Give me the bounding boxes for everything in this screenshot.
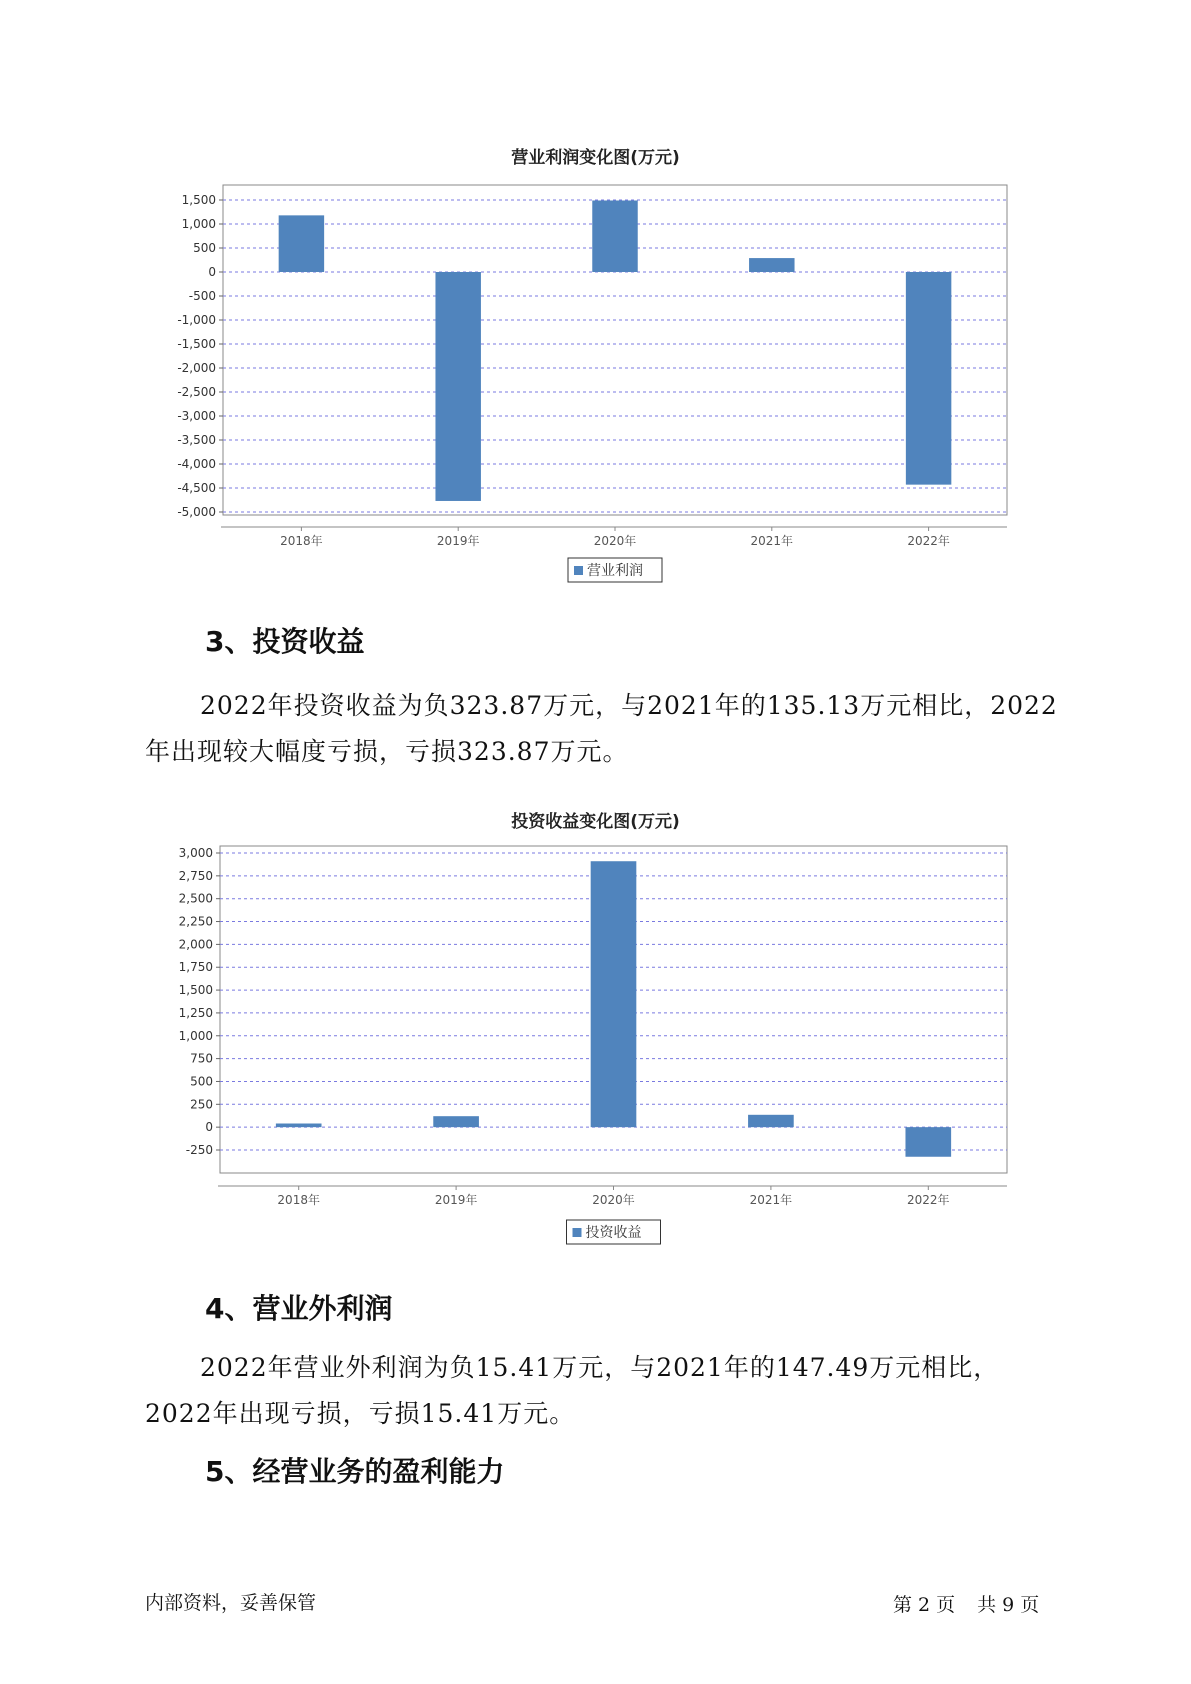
legend-label: 营业利润 <box>587 563 643 579</box>
x-tick-label: 2019年 <box>434 1193 478 1207</box>
y-tick-label: -250 <box>185 1143 213 1157</box>
y-tick-label: 0 <box>205 1120 213 1135</box>
legend-label: 投资收益 <box>585 1225 642 1241</box>
y-tick-label: 1,500 <box>181 193 216 207</box>
y-tick-label: -5,000 <box>177 505 216 519</box>
y-tick-label: -4,500 <box>177 481 216 495</box>
x-tick-label: 2022年 <box>907 534 950 548</box>
y-tick-label: 1,000 <box>178 1028 213 1043</box>
bar-2018年 <box>279 215 324 272</box>
y-tick-label: 250 <box>190 1097 213 1112</box>
bar-2018年 <box>276 1123 322 1127</box>
y-tick-label: -1,500 <box>177 337 216 351</box>
x-tick-label: 2018年 <box>277 1193 320 1207</box>
section5-heading: 5、经营业务的盈利能力 <box>205 1455 505 1488</box>
x-tick-label: 2022年 <box>907 1193 950 1207</box>
bar-2022年 <box>906 272 951 485</box>
y-tick-label: -3,000 <box>177 409 216 423</box>
bar-2020年 <box>591 861 637 1127</box>
section4-paragraph: 2022年营业外利润为负15.41万元，与2021年的147.49万元相比，2022年出现亏损，亏损15.41万元。 <box>145 1353 1000 1428</box>
x-tick-label: 2019年 <box>436 534 480 548</box>
x-tick-label: 2021年 <box>750 534 794 548</box>
legend-swatch <box>573 1228 582 1237</box>
bar-2021年 <box>748 1115 794 1127</box>
legend-swatch <box>574 566 583 575</box>
x-tick-label: 2020年 <box>593 534 637 548</box>
y-tick-label: -2,500 <box>177 385 216 399</box>
x-tick-label: 2018年 <box>280 534 323 548</box>
page-mid: 页 <box>936 1594 956 1616</box>
y-tick-label: 2,250 <box>178 914 213 929</box>
section3-paragraph: 2022年投资收益为负323.87万元，与2021年的135.13万元相比，2022年出现较大幅度亏损，亏损323.87万元。 <box>145 691 1058 766</box>
bar-2021年 <box>749 258 794 272</box>
y-tick-label: -2,000 <box>177 361 216 375</box>
y-tick-label: 2,500 <box>178 891 213 906</box>
chart1-title: 营业利润变化图(万元) <box>511 148 680 168</box>
footer-page-indicator <box>893 1590 1045 1617</box>
y-tick-label: 1,250 <box>178 1005 213 1020</box>
y-tick-label: -500 <box>188 289 216 303</box>
page-prefix: 第 <box>893 1594 913 1616</box>
y-tick-label: -3,500 <box>177 433 216 447</box>
section3-heading: 3、投资收益 <box>205 625 365 658</box>
bar-2019年 <box>435 272 480 501</box>
investment-income-chart <box>0 838 1191 1258</box>
y-tick-label: 1,500 <box>178 983 213 998</box>
bar-2020年 <box>592 200 637 272</box>
page-number: 2 <box>918 1594 931 1616</box>
y-tick-label: 750 <box>190 1051 213 1066</box>
total-prefix: 共 <box>977 1594 997 1616</box>
y-tick-label: -1,000 <box>177 313 216 327</box>
y-tick-label: 3,000 <box>178 846 213 860</box>
y-tick-label: 0 <box>208 265 216 279</box>
chart2-title: 投资收益变化图(万元) <box>511 812 680 832</box>
y-tick-label: 1,000 <box>181 217 216 231</box>
section4-heading: 4、营业外利润 <box>205 1292 393 1325</box>
bar-2022年 <box>905 1127 951 1157</box>
y-tick-label: 2,750 <box>178 868 213 883</box>
footer-confidential-note: 内部资料，妥善保管 <box>145 1592 317 1614</box>
y-tick-label: -4,000 <box>177 457 216 471</box>
y-tick-label: 500 <box>193 241 216 255</box>
x-tick-label: 2021年 <box>749 1193 793 1207</box>
operating-profit-chart <box>0 170 1191 590</box>
y-tick-label: 500 <box>190 1074 213 1089</box>
y-tick-label: 1,750 <box>178 960 213 975</box>
x-tick-label: 2020年 <box>592 1193 635 1207</box>
total-suffix: 页 <box>1020 1594 1040 1616</box>
total-number: 9 <box>1002 1594 1015 1616</box>
bar-2019年 <box>433 1116 479 1127</box>
y-tick-label: 2,000 <box>178 937 213 952</box>
